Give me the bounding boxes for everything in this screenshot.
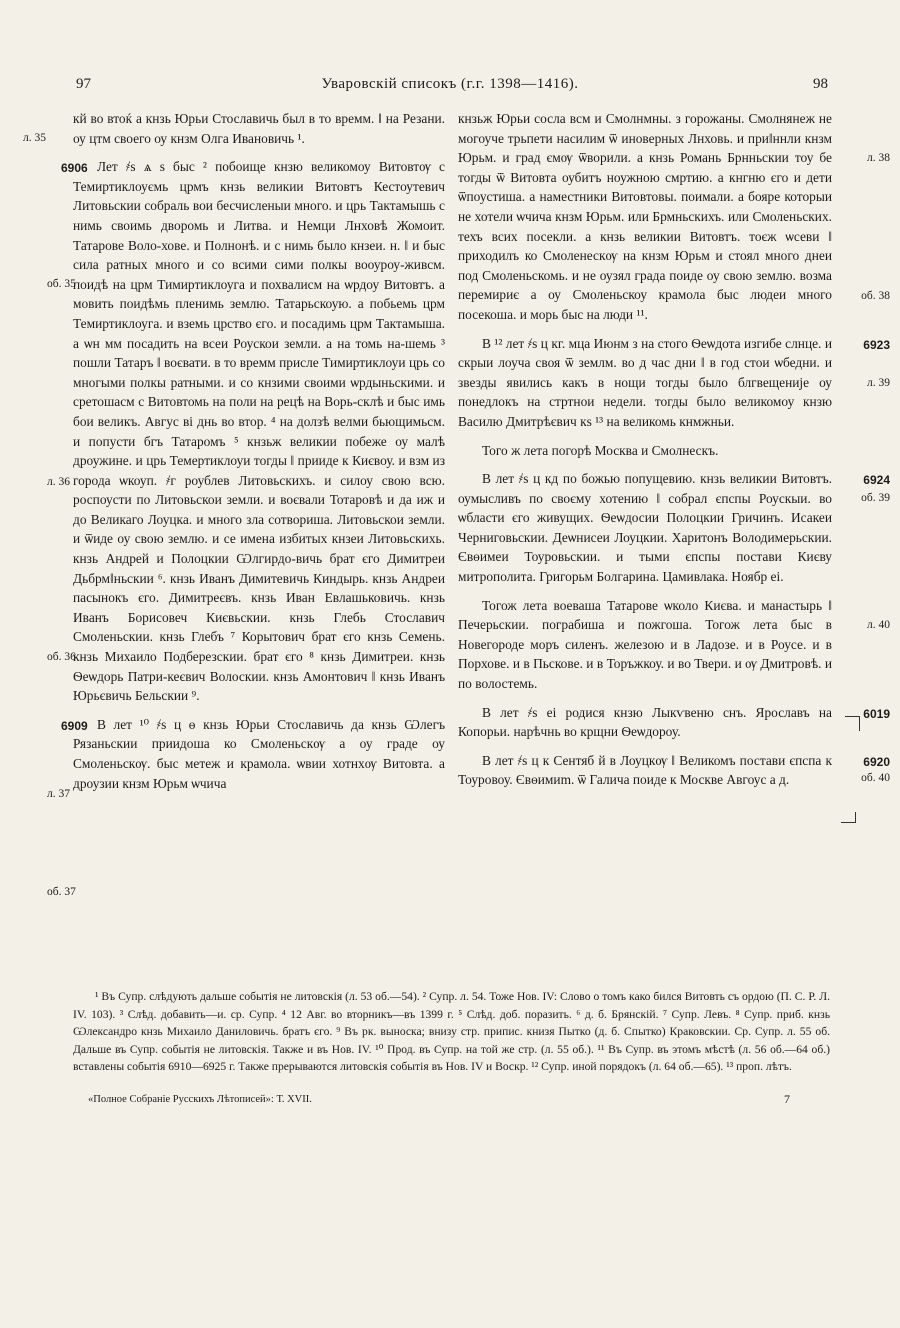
paragraph-text: В ¹² лет ҂ѕ ц кг. мца Июнм з на стого Ѳеѡдота изгибе слнце. и скрыи лоуча своя ѿ землм. во д час дни ‖ в год стои ѡбедни. и звезды явились какъ в нощи тогды было блгвещеније оу понедлокъ на стртнои недели. тогды было великомоу кнзю Василю Дмитрѣєвич кѕ ¹³ на великомь кнмжньи. <box>458 335 832 429</box>
paragraph-text: В лет ҂ѕ еі родися кнзю Лыкѵвеню снъ. Ярославъ на Копорьи. нарѣчнь во крщни Ѳеѡдороу. <box>458 704 832 740</box>
signature-number: 7 <box>784 1092 790 1106</box>
folio-marker: об. 40 <box>861 771 890 784</box>
year-marker: 6019 <box>863 706 890 721</box>
paragraph-text: кнзьж Юрьи сосла всм и Смолнмны. з горожаны. Смолнянеж не могоуче трьпети насилим ѿ иноверных Лнховь. и при‖ннли кнзм Юрьм. и град ємѹ ѿворили. а кнзь Романь Брнньскии тоу бе тогды ѿ Витовта оубитъ ноужною смртию. а кнгню єго и дети ѿпоустиша. а наместники Витовтовы. поимали. а бояре которыи не хотели ѡчича кнзм Юрьм. или Брмньскихъ. или Смоленьских. техъ всих посекли. а кнзь великии Витовтъ. тоєж ѡсеви ‖ приходилъ ко Смоленескѹ на кнзм Юрьм и стоял много днеи под Смоленьскомь. и не оузял града поиде оу свою землю. возма перемириє а оу Смоленьскоу крамола быс людеи много посекоша. и морь быс на люди ¹¹. <box>458 111 832 322</box>
paragraph <box>61 715 445 793</box>
paragraph-text: Тогож лета воеваша Татарове ѡколо Києва. и манастырь ‖ Печерьскии. пограбиша и пожгоша. Тогож лета быс в Новегороде моръ силенъ. железою и в Ладозе. и в Роусе. и в Порхове. и в Пьскове. и в Торъжкоу. и во Твери. и ѹ Дмитровѣ. и по волостемь. <box>458 597 832 692</box>
year-marker: 6920 <box>863 754 890 769</box>
folio-marker: л. 37 <box>47 788 70 801</box>
paragraph-text: В лет ¹⁰ ҂ѕ ц ѳ кнзь Юрьи Стославичь да кнзь Ѡлегъ Рязаньскии приидоша ко Смоленьскѹ а оу граде оу Смоленьскѹ. быс метеж и крамола. ѡвии хотнхѹ Витовта. а дроузии кнзм Юрьм ѡчича <box>73 716 445 791</box>
paragraph-text: Того ж лета погорѣ Москва и Смолнескъ. <box>482 442 719 458</box>
paragraph <box>458 469 890 587</box>
folio-marker: л. 38 <box>867 152 890 164</box>
folio-marker: об. 38 <box>861 290 890 302</box>
paragraph <box>458 441 832 461</box>
paragraph-text: В лет ҂ѕ ц к Сентяб й в Лоуцкѹ ‖ Великомъ постави єпспа к Тоуровоу. Євѳимиm. ѿ Галича поиде к Москве Авгоус а д. <box>458 752 832 788</box>
paragraph <box>458 751 890 790</box>
folio-marker: об. 39 <box>861 492 890 505</box>
paragraph <box>458 334 890 432</box>
paragraph-text: кй во втоќ а кнзь Юрьи Стославичь был в то времм. ‖ на Резани. оу цтм своего оу кнзм Олга Ивановичь ¹. <box>73 111 445 146</box>
margin-bracket <box>841 812 856 823</box>
page-number-right: 98 <box>813 76 828 92</box>
paragraph <box>458 109 890 325</box>
footnote-text: ¹ Въ Супр. слѣдують дальше событія не литовскія (л. 53 об.—54). ² Супр. л. 54. Тоже Нов. IV: Слово о томъ како бился Витовть съ ордою (П. С. Р. Л. IV. 103). ³ Слѣд. добавить—и. ср. Супр. ⁴ 12 Авг. во вторникъ—въ 1399 г. ⁵ Слѣд. доб. поразить. ⁶ д. б. Брянскій. ⁷ Супр. Левъ. ⁸ Супр. приб. кнзь Ѡлександро кнзь Михаило Даниловичь. братъ єго. ⁹ Въ рк. выноска; внизу стр. припис. книзя Пытко (д. б. Спытко) Краковскии. Ср. Супр. л. 55 об. Дальше въ Супр. событія не литовскія. Также и въ Нов. IV. ¹⁰ Прод. въ Супр. на той же стр. (л. 55 об.). ¹¹ Въ Супр. въ этомъ мѣстѣ (л. 56 об.—64 об.) вставлены событія 6910—6925 г. Также прерываются литовскія событія въ Нов. IV и Воскр. ¹² Супр. иной порядокъ (л. 64 об.—65). ¹³ проп. лѣтъ. <box>73 990 830 1074</box>
folio-marker: л. 36 <box>47 476 70 489</box>
folio-marker: об. 35 <box>47 278 76 291</box>
footnotes <box>73 988 830 1076</box>
page-number-left: 97 <box>76 76 91 92</box>
left-column <box>23 109 445 899</box>
year-marker: 6924 <box>863 473 890 488</box>
folio-marker: об. 36 <box>47 651 76 664</box>
year-marker: 6906 <box>61 161 88 176</box>
paragraph <box>458 596 890 694</box>
signature-line: «Полное Собраніе Русскихъ Лѣтописей»: Т. XVII. <box>88 1094 312 1105</box>
running-title: Уваровскій списокъ (г.г. 1398—1416). <box>321 76 579 92</box>
year-marker: 6923 <box>863 337 890 352</box>
page-header <box>0 76 900 100</box>
right-column <box>458 109 890 799</box>
paragraph-text: Лет ҂ѕ ѧ ѕ быс ² побоище кнзю великомоу Витовтѹ с Темиртиклоуємь црмъ кнзь великии Витовтъ Кестоутевич Литовьскии собраль вои бесчисленыи много. и црь Тактамышь с нимь своимь дворомь и Литва. и Немци Лнховѣ Жомоит. Татарове Воло-хове. и Полнонѣ. и с нимь было кнзеи. н. ‖ и быс сила ратных много и со всими сими полкы вооуроу-живсм. поидѣ на црм Тимиртиклоуга и похвалисм на ѡрдоу Витовтъ. а мовить поидѣмь пленимь землю. Татарьскоую. а побьемь црм Темиртиклоуга. и вземь црство єго. и посадимь црм Тактамыша. а ѡн мм посадить на всеи Роускои земли. а на томь на-шемь ³ пошли Татаръ ‖ воєвати. в то времм присле Тимиртиклоуи црь со многыми полкы ратными. и со кнзими своими ѡрдыньскими. и сретошасм с Витовтомь на поли на рецѣ на Ворь-склѣ и быс имь бои великъ. Авгус ві днь во втор. ⁴ на долзѣ велми бьющимьсм. и попусти бгъ Татаромъ ⁵ кнзьж великии побеже оу малѣ дроужине. и црь Темертиклоуи тогды ‖ прииде к Києвоу. и взм из города ѡкоуп. ҂г роублев Литовьскихъ. и силоу свою всю. роспоусти по Литовьскои земли. и воєвали Тотаровѣ и да иж и до Великаго Лоуцка. и много зла сотвориша. Литовьскои земли. и ѿиде оу свою землю. и се имена избитых кнзеи Литовьскихь. кнзь Андрей и Полоцкии Ѡлгирдо-вичь брат єго Димитреи Дьбрм‖ньскии ⁶. кнзь Иванъ Димитевичь Киндырь. кнзь Андреи пасынокъ єго. Димитреєвъ. кнзь Иван Евлашьковичь. кнзь Иванъ Борисовеч Києвьскии. кнзь Глебь Стославич Смоленьскии. кнзь Глебъ ⁷ Корытович брат єго кнзь Семень. кнзь Михаило Подберезскии. брат єго ⁸ кнзь Димитреи. кнзь Ѳеѡдорь Патри-кеєвич Волоскии. кнзь Амонтович ‖ кнзь Иванъ Юрьєвичь Бельскии ⁹. <box>73 159 445 704</box>
year-marker: 6909 <box>61 718 88 733</box>
folio-marker: л. 40 <box>867 618 890 631</box>
folio-marker: об. 37 <box>47 886 76 899</box>
margin-bracket <box>845 716 860 731</box>
paragraph <box>458 703 890 742</box>
folio-marker: л. 39 <box>867 376 890 389</box>
folio-marker: л. 35 <box>23 132 46 144</box>
paragraph-text: В лет ҂ѕ ц кд по божью попущевию. кнзь великии Витовтъ. оумысливъ по своєму хотению ‖ собрал єпспы Роускыи. во ѡбласти єго живущих. Ѳеѡдосии Полоцкии Гричинъ. Исакеи Черниговьскии. Деѡнисеи Лоуцкии. Харитонъ Володимерьскии. Євѳимеи Тоуровьскии. и тыми єпспы постави Києву митрополита. Григорьм Болгарина. Цамивлака. Ноябр еі. <box>458 471 832 585</box>
paragraph <box>23 109 445 148</box>
